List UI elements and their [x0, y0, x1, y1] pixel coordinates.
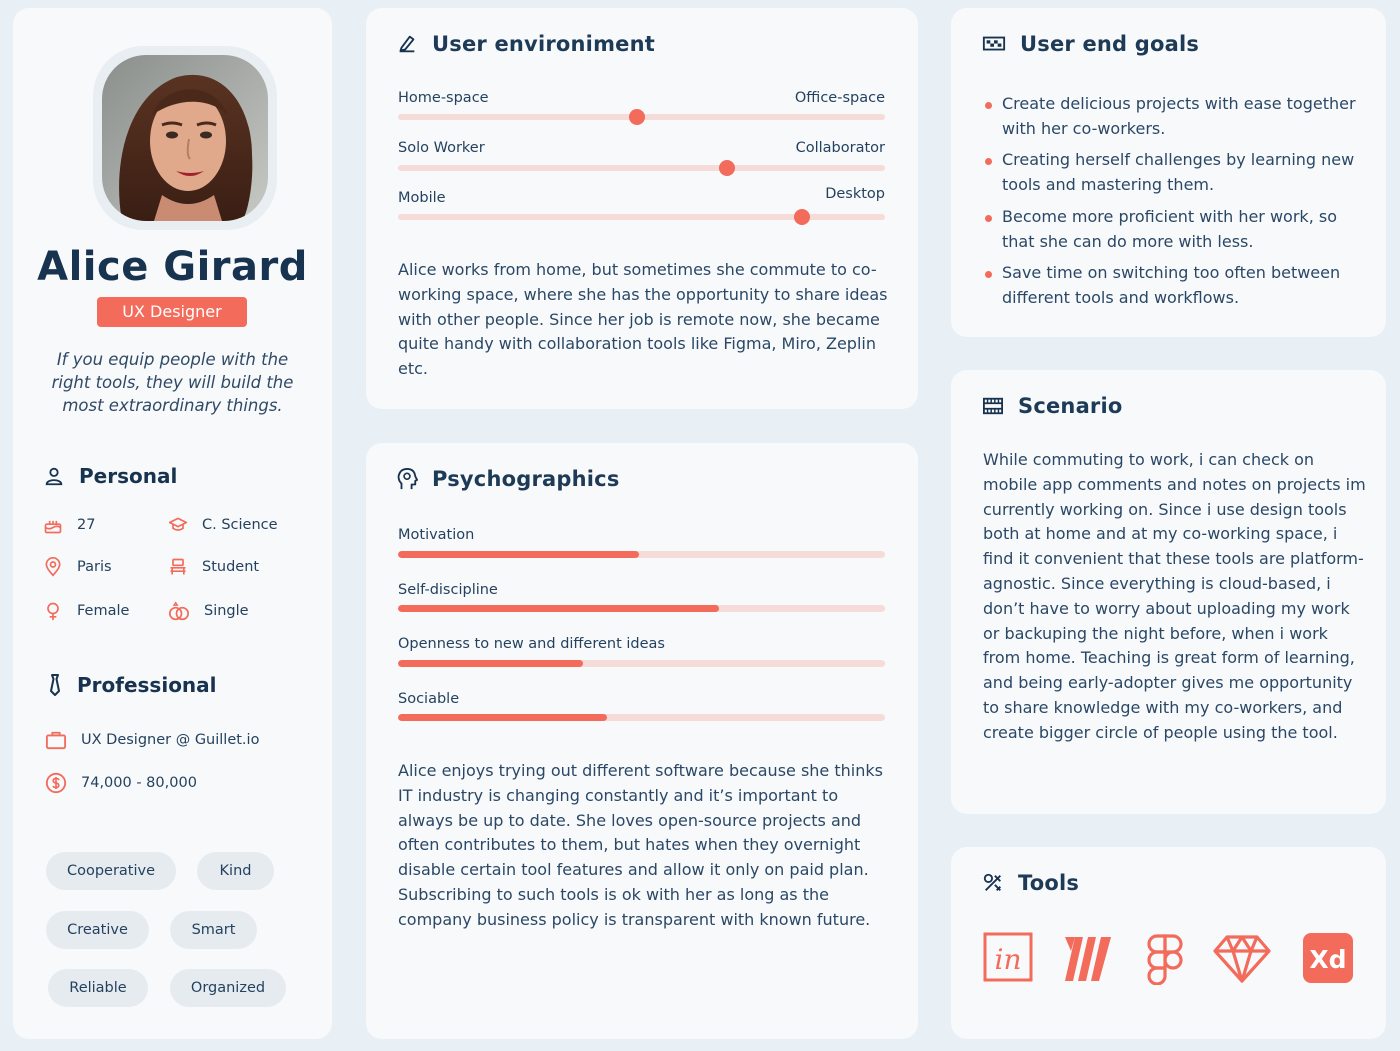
trait-bar-track: [398, 714, 885, 721]
scenario-card: [951, 370, 1386, 814]
trait-bar-label: Openness to new and different ideas: [398, 636, 665, 652]
trait-bar-fill: [398, 660, 583, 667]
trait-bar-label: Sociable: [398, 691, 460, 707]
education-attribute: [168, 515, 278, 535]
professional-heading: [47, 673, 217, 697]
trait-pill: Kind: [197, 852, 274, 890]
persona-quote: If you equip people with the right tools, they will build the most extraordinary things.: [51, 350, 294, 415]
brain-head-icon: [396, 467, 418, 491]
briefcase-icon: [45, 730, 67, 750]
tools-heading: [982, 871, 1079, 895]
tools-card: [951, 847, 1386, 1039]
dollar-coin-icon: [45, 772, 67, 794]
trait-bar-track: [398, 551, 885, 558]
pen-icon: [396, 33, 418, 55]
slider-right-label: Collaborator: [795, 140, 885, 156]
age-attribute: [43, 515, 95, 535]
slider-knob: [719, 160, 735, 176]
user-environment-title: User environiment: [432, 32, 655, 56]
salary-value: 74,000 - 80,000: [81, 775, 197, 791]
environment-description: Alice works from home, but sometimes she commute to co-working space, where she has the opportunity to share ideas with other people. Since her job is remote now, she became quite handy with collaboration tools like Figma, Miro, Zeplin etc.: [398, 260, 888, 379]
avatar-frame: [93, 46, 277, 230]
figma-logo: [1138, 931, 1192, 985]
goal-item: Become more proficient with her work, so that she can do more with less.: [1002, 205, 1372, 255]
sketch-icon: [1211, 931, 1273, 985]
age-value: 27: [77, 517, 96, 533]
graduation-cap-icon: [168, 515, 188, 535]
trait-pill: Creative: [46, 911, 149, 949]
user-environment-card: [366, 8, 918, 409]
adobe-xd-logo: [1301, 931, 1355, 985]
status-value: Single: [204, 603, 249, 619]
adobe-xd-icon: [1301, 931, 1355, 985]
trait-pill: Organized: [170, 969, 286, 1007]
gender-value: Female: [77, 603, 130, 619]
trait-bar-track: [398, 605, 885, 612]
occupation-attribute: [168, 557, 259, 577]
invision-icon: [982, 931, 1036, 985]
goal-item: Creating herself challenges by learning new tools and mastering them.: [1002, 148, 1372, 198]
persona-name: Alice Girard: [37, 244, 308, 290]
avatar: [102, 55, 268, 221]
trait-pill: Smart: [170, 911, 257, 949]
scenario-text: While commuting to work, i can check on mobile app comments and notes on projects im currently working on. Since i use design tools both at home and at my co-working space, i find it convenient that these tools are platform-agnostic. Since everything is cloud-based, i don’t have to worry about uploading my work or backuping the night before, when i work from home. Teaching is great form of learning, and being early-adopter gives me opportunity to share knowledge with my co-workers, and create bigger circle of people using the tool.: [983, 450, 1366, 742]
trait-bar-fill: [398, 714, 607, 721]
personal-heading: [43, 464, 177, 488]
slider-left-label: Solo Worker: [398, 140, 485, 156]
trait-pill: Reliable: [48, 969, 148, 1007]
slider-track: [398, 114, 885, 120]
sketch-logo: [1211, 931, 1273, 985]
occupation-value: Student: [202, 559, 260, 575]
map-pin-icon: [43, 557, 63, 577]
trait-pill: Cooperative: [46, 852, 176, 890]
gender-attribute: [43, 601, 129, 621]
user-icon: [43, 465, 65, 487]
miro-icon: [1061, 931, 1115, 985]
rings-icon: [168, 601, 190, 621]
job-value: UX Designer @ Guillet.io: [81, 732, 260, 748]
slider-knob: [794, 209, 810, 225]
slider-left-label: Home-space: [398, 90, 489, 106]
status-attribute: [168, 601, 249, 621]
personal-heading-label: Personal: [79, 464, 178, 488]
user-goals-card: [951, 8, 1386, 337]
user-goals-heading: [982, 32, 1199, 56]
job-attribute: [45, 730, 259, 750]
invision-logo-text: in: [994, 943, 1022, 976]
desk-icon: [168, 557, 188, 577]
city-value: Paris: [77, 559, 112, 575]
trait-bar-track: [398, 660, 885, 667]
adobe-xd-logo-text: Xd: [1309, 945, 1347, 974]
psychographics-description: Alice enjoys trying out different software because she thinks IT industry is changing constantly and it’s important to always be up to date. She loves open-source projects and often contributes to them, but hates when they overnight disable certain tool features and allow it only on paid plan. Subscribing to such tools is ok with her as long as the company business policy is transparent with known future.: [398, 761, 883, 929]
trait-bar-fill: [398, 551, 639, 558]
tools-title: Tools: [1018, 871, 1080, 895]
invision-logo: [982, 931, 1036, 985]
trait-bar-fill: [398, 605, 719, 612]
miro-logo: [1061, 931, 1115, 985]
female-icon: [43, 601, 63, 621]
flag-icon: [982, 34, 1006, 54]
slider-track: [398, 165, 885, 171]
psychographics-card: [366, 443, 918, 1039]
slider-right-label: Desktop: [825, 186, 885, 202]
slider-right-label: Office-space: [794, 90, 885, 106]
film-icon: [982, 396, 1004, 416]
goal-item: Save time on switching too often between different tools and workflows.: [1002, 261, 1372, 311]
goal-item: Create delicious projects with ease together with her co-workers.: [1002, 92, 1372, 142]
slider-left-label: Mobile: [398, 190, 446, 206]
avatar-portrait: [102, 55, 268, 221]
slider-track: [398, 214, 885, 220]
figma-icon: [1138, 931, 1192, 985]
cake-icon: [43, 515, 63, 535]
education-value: C. Science: [202, 517, 278, 533]
trait-bar-label: Self-discipline: [398, 582, 498, 598]
trait-bar-label: Motivation: [398, 527, 475, 543]
slider-knob: [629, 109, 645, 125]
user-goals-title: User end goals: [1020, 32, 1200, 56]
profile-card: [13, 8, 332, 1039]
scenario-heading: [982, 394, 1123, 418]
psychographics-heading: [396, 467, 620, 491]
tie-icon: [47, 673, 63, 697]
salary-attribute: [45, 772, 197, 794]
role-badge: UX Designer: [97, 297, 247, 327]
professional-heading-label: Professional: [77, 673, 217, 697]
city-attribute: [43, 557, 112, 577]
tools-icon: [982, 872, 1004, 894]
psychographics-title: Psychographics: [432, 467, 620, 491]
scenario-title: Scenario: [1018, 394, 1123, 418]
user-environment-heading: [396, 32, 655, 56]
